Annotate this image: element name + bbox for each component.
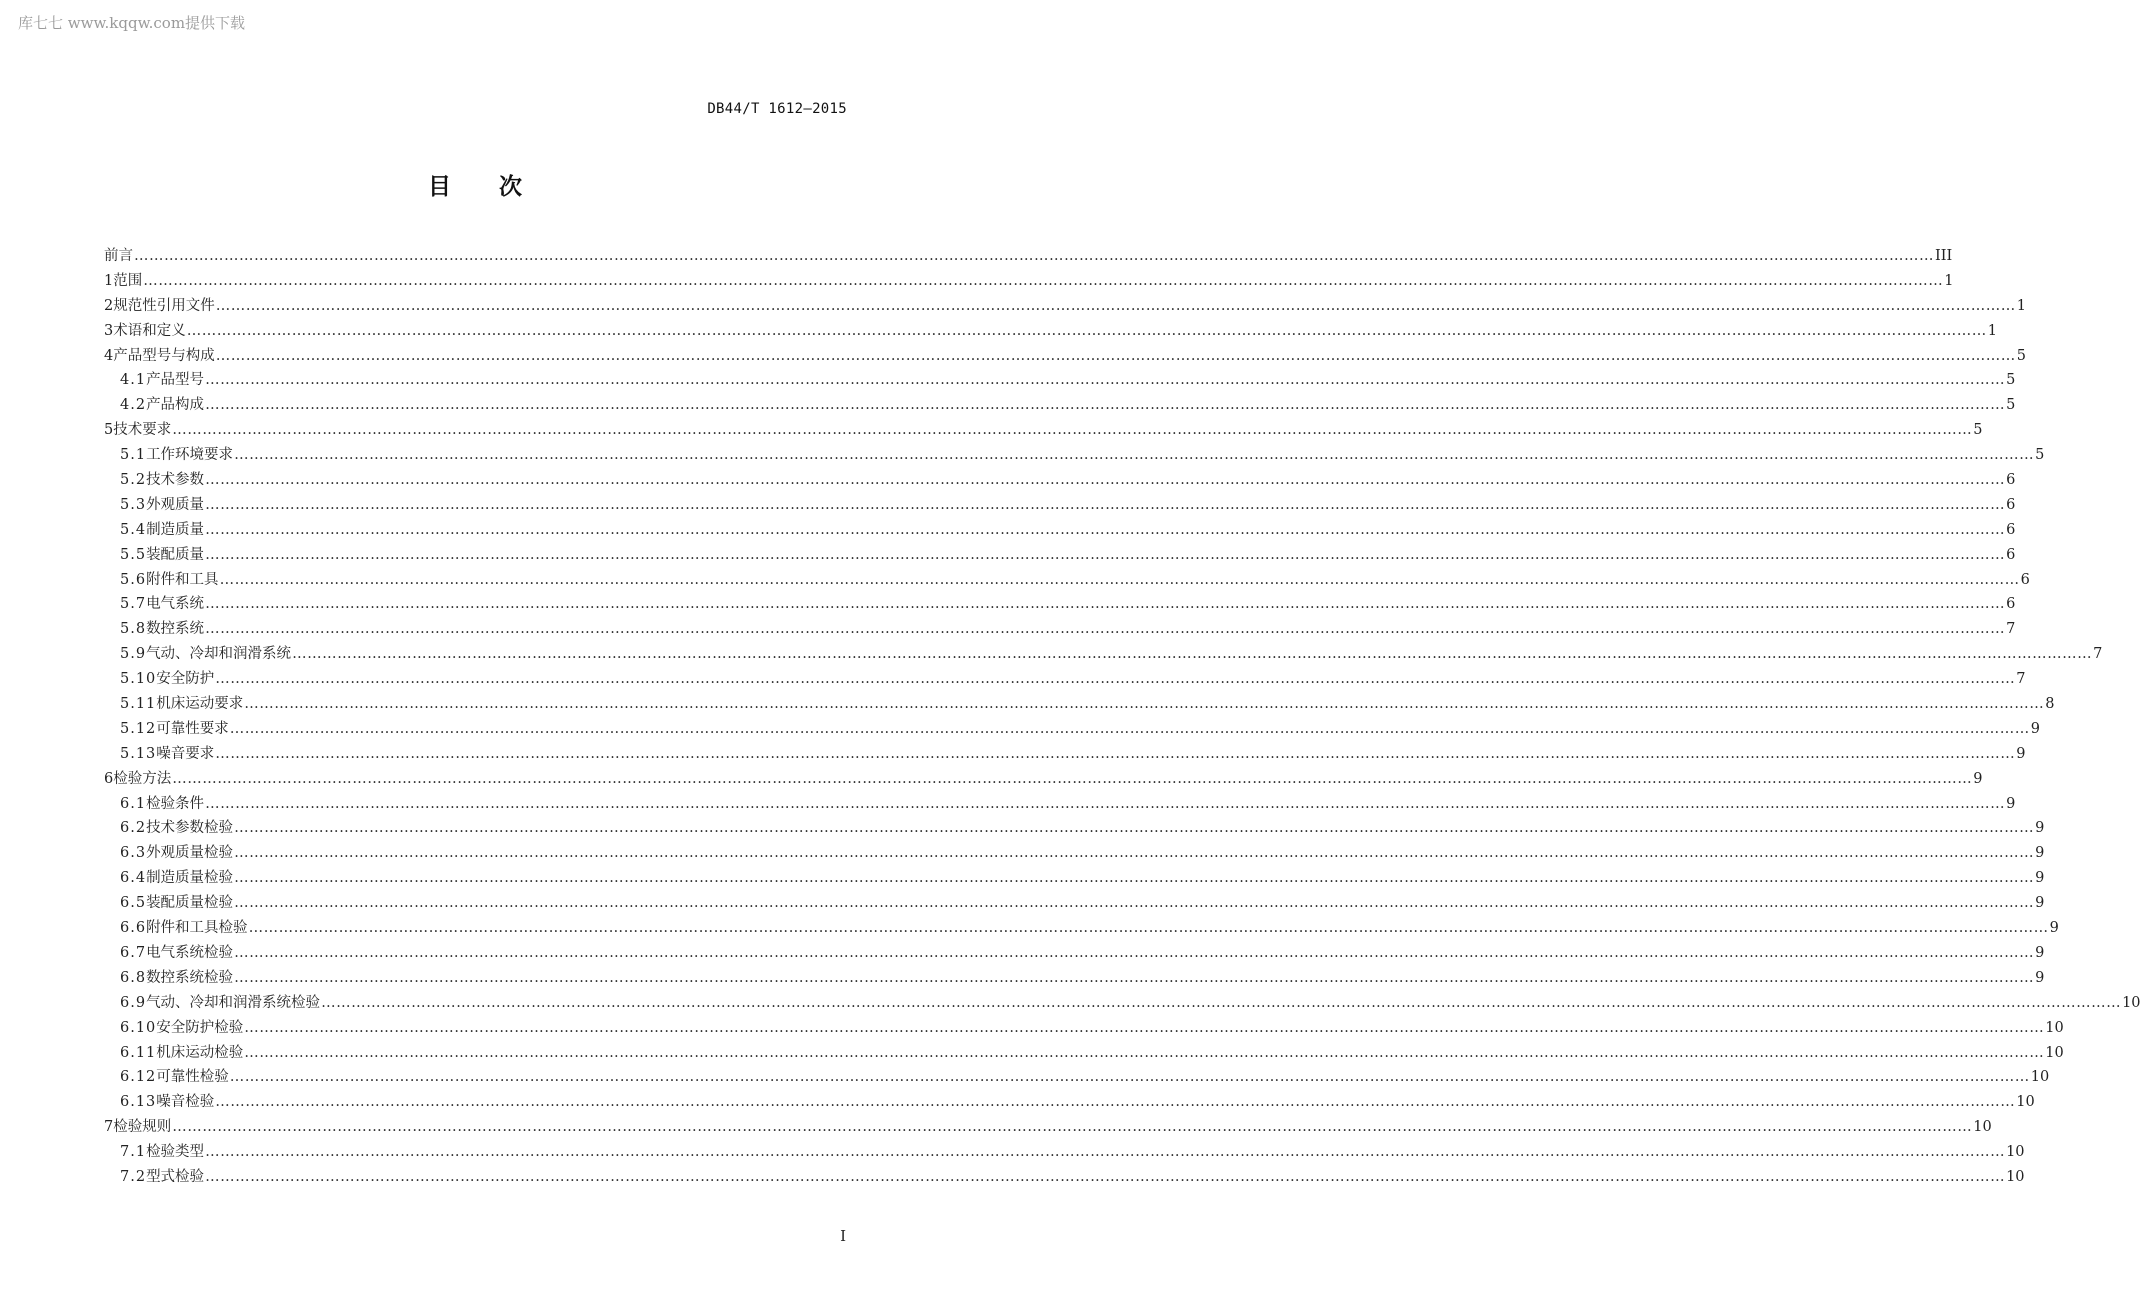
toc-entry-title: 安全防护: [156, 671, 215, 688]
toc-entry-title: 技术参数检验: [146, 820, 234, 837]
toc-leader-dots: ………………………………………………………………………………………………………………………………………………………………………………………………………………………………………………………………………………………………………………………………: [321, 994, 2122, 1011]
toc-entry-number: 1: [104, 272, 114, 289]
toc-leader-dots: ………………………………………………………………………………………………………………………………………………………………………………………………………………………………………………………………………………………………………………………………: [215, 671, 2016, 688]
toc-entry-number: 6.7: [120, 944, 147, 961]
toc-entry[interactable]: [104, 816, 2045, 841]
toc-entry-number: 5.10: [120, 671, 157, 688]
toc-leader-dots: ………………………………………………………………………………………………………………………………………………………………………………………………………………………………………………………………………………………………………………………………: [248, 920, 2049, 937]
toc-leader-dots: ………………………………………………………………………………………………………………………………………………………………………………………………………………………………………………………………………………………………………………………………: [234, 969, 2035, 986]
toc-entry[interactable]: [104, 617, 2016, 642]
toc-entry-page: 7: [2016, 671, 2026, 688]
toc-leader-dots: ………………………………………………………………………………………………………………………………………………………………………………………………………………………………………………………………………………………………………………………………: [244, 696, 2045, 713]
toc-leader-dots: ………………………………………………………………………………………………………………………………………………………………………………………………………………………………………………………………………………………………………………………………: [205, 621, 2006, 638]
toc-leader-dots: ………………………………………………………………………………………………………………………………………………………………………………………………………………………………………………………………………………………………………………………………: [234, 845, 2035, 862]
toc-entry-page: 10: [2006, 1144, 2025, 1161]
toc-entry-title: 附件和工具: [146, 571, 219, 588]
toc-entry-title: 电气系统检验: [146, 944, 234, 961]
toc-entry-title: 产品型号: [146, 372, 205, 389]
toc-entry-number: 5.3: [120, 496, 147, 513]
toc-leader-dots: ………………………………………………………………………………………………………………………………………………………………………………………………………………………………………………………………………………………………………………………………: [134, 248, 1934, 264]
toc-entry-page: 10: [2030, 1069, 2050, 1086]
page-number: I: [840, 1227, 846, 1245]
toc-entry[interactable]: [104, 368, 2016, 393]
page-title: 目次: [428, 174, 570, 200]
toc-leader-dots: ………………………………………………………………………………………………………………………………………………………………………………………………………………………………………………………………………………………………………………………………: [244, 1044, 2045, 1061]
toc-entry-title: 前言: [104, 248, 133, 264]
toc-entry-number: 6.2: [120, 820, 147, 837]
toc-entry-page: 10: [2045, 1044, 2064, 1061]
toc-leader-dots: ………………………………………………………………………………………………………………………………………………………………………………………………………………………………………………………………………………………………………………………………: [205, 596, 2006, 613]
toc-entry-number: 5.7: [120, 596, 147, 613]
toc-entry-number: 6.11: [120, 1044, 157, 1061]
toc-entry[interactable]: [104, 443, 2045, 468]
toc-entry-page: 9: [2035, 870, 2045, 887]
toc-entry-page: 9: [2035, 845, 2045, 862]
toc-entry-number: 6.10: [120, 1019, 157, 1036]
toc-entry-number: 5.2: [120, 472, 147, 489]
toc-entry-title: 安全防护检验: [156, 1019, 244, 1036]
toc-entry-title: 气动、冷却和润滑系统: [146, 646, 292, 663]
toc-entry-title: 产品型号与构成: [113, 347, 215, 364]
toc-entry-page: 5: [2016, 347, 2026, 364]
toc-entry[interactable]: [104, 991, 2141, 1016]
toc-entry-page: 9: [2049, 920, 2059, 937]
toc-entry-number: 3: [104, 322, 114, 339]
toc-entry[interactable]: [104, 792, 2016, 817]
toc-entry[interactable]: [104, 916, 2059, 941]
toc-entry-number: 2: [104, 297, 114, 314]
toc-leader-dots: ………………………………………………………………………………………………………………………………………………………………………………………………………………………………………………………………………………………………………………………………: [205, 372, 2006, 389]
toc-leader-dots: ………………………………………………………………………………………………………………………………………………………………………………………………………………………………………………………………………………………………………………………………: [215, 1094, 2016, 1111]
toc-entry-number: 6.13: [120, 1094, 157, 1111]
toc-entry-title: 装配质量: [146, 546, 205, 563]
toc-leader-dots: ………………………………………………………………………………………………………………………………………………………………………………………………………………………………………………………………………………………………………………………………: [229, 1069, 2030, 1086]
toc-leader-dots: ………………………………………………………………………………………………………………………………………………………………………………………………………………………………………………………………………………………………………………………………: [172, 1119, 1973, 1136]
toc-entry-title: 附件和工具检验: [146, 920, 248, 937]
toc-entry-page: 10: [1973, 1119, 1992, 1136]
toc-entry-page: 9: [2030, 720, 2041, 737]
toc-entry[interactable]: [104, 692, 2055, 717]
toc-entry-number: 6.8: [120, 969, 147, 986]
toc-entry[interactable]: [104, 269, 1954, 294]
toc-entry-number: 6.9: [120, 994, 147, 1011]
toc-entry[interactable]: [104, 1041, 2064, 1066]
toc-leader-dots: ………………………………………………………………………………………………………………………………………………………………………………………………………………………………………………………………………………………………………………………………: [205, 397, 2006, 414]
toc-entry-title: 可靠性检验: [156, 1069, 229, 1086]
toc-entry[interactable]: [104, 393, 2016, 418]
toc-entry[interactable]: [104, 418, 1983, 443]
toc-entry-number: 6.4: [120, 870, 147, 887]
toc-entry-number: 6.6: [120, 920, 147, 937]
toc-leader-dots: ………………………………………………………………………………………………………………………………………………………………………………………………………………………………………………………………………………………………………………………………: [186, 322, 1987, 339]
toc-entry-title: 制造质量检验: [146, 870, 234, 887]
toc-leader-dots: ………………………………………………………………………………………………………………………………………………………………………………………………………………………………………………………………………………………………………………………………: [205, 546, 2006, 563]
toc-leader-dots: ………………………………………………………………………………………………………………………………………………………………………………………………………………………………………………………………………………………………………………………………: [205, 472, 2006, 489]
toc-entry[interactable]: [104, 592, 2016, 617]
toc-entry-page: 6: [2006, 496, 2016, 513]
toc-leader-dots: ………………………………………………………………………………………………………………………………………………………………………………………………………………………………………………………………………………………………………………………………: [205, 1168, 2006, 1185]
toc-entry-title: 术语和定义: [113, 322, 186, 339]
toc-entry[interactable]: [104, 1140, 2025, 1165]
toc-entry-number: 5.12: [120, 720, 157, 737]
toc-entry-page: 9: [2035, 895, 2045, 912]
toc-entry-title: 数控系统: [146, 621, 205, 638]
toc-entry[interactable]: [104, 642, 2103, 667]
toc-entry-title: 外观质量检验: [146, 845, 234, 862]
toc-entry-page: 1: [1944, 272, 1954, 289]
toc-entry-page: 10: [2045, 1019, 2064, 1036]
toc-entry-number: 5.1: [120, 447, 147, 464]
toc-leader-dots: ………………………………………………………………………………………………………………………………………………………………………………………………………………………………………………………………………………………………………………………………: [234, 820, 2035, 837]
toc-entry[interactable]: [104, 1165, 2025, 1190]
toc-entry-title: 噪音检验: [156, 1094, 215, 1111]
toc-entry[interactable]: [104, 1090, 2035, 1115]
toc-entry-title: 噪音要求: [156, 745, 215, 762]
toc-leader-dots: ………………………………………………………………………………………………………………………………………………………………………………………………………………………………………………………………………………………………………………………………: [205, 521, 2006, 538]
toc-entry-title: 气动、冷却和润滑系统检验: [146, 994, 321, 1011]
toc-entry-number: 5.8: [120, 621, 147, 638]
toc-entry-number: 6: [104, 770, 114, 787]
toc-entry[interactable]: [104, 319, 1997, 344]
toc-leader-dots: ………………………………………………………………………………………………………………………………………………………………………………………………………………………………………………………………………………………………………………………………: [219, 571, 2020, 588]
toc-entry-page: 5: [2006, 397, 2016, 414]
toc-entry-title: 可靠性要求: [156, 720, 229, 737]
toc-entry-number: 7: [104, 1119, 114, 1136]
toc-entry-title: 技术参数: [146, 472, 205, 489]
toc-entry-title: 产品构成: [146, 397, 205, 414]
toc-entry-number: 5.6: [120, 571, 147, 588]
toc-entry-page: 9: [2016, 745, 2026, 762]
toc-leader-dots: ………………………………………………………………………………………………………………………………………………………………………………………………………………………………………………………………………………………………………………………………: [292, 646, 2093, 663]
toc-entry-number: 5.9: [120, 646, 147, 663]
toc-entry-number: 7.2: [120, 1168, 147, 1185]
toc-leader-dots: ………………………………………………………………………………………………………………………………………………………………………………………………………………………………………………………………………………………………………………………………: [205, 1144, 2006, 1161]
toc-leader-dots: ………………………………………………………………………………………………………………………………………………………………………………………………………………………………………………………………………………………………………………………………: [229, 720, 2030, 737]
toc-entry-number: 6.1: [120, 795, 147, 812]
toc-entry[interactable]: [104, 891, 2045, 916]
toc-entry[interactable]: [104, 1016, 2064, 1041]
toc-entry[interactable]: [104, 667, 2026, 692]
toc-leader-dots: ………………………………………………………………………………………………………………………………………………………………………………………………………………………………………………………………………………………………………………………………: [205, 496, 2006, 513]
toc-entry-title: 制造质量: [146, 521, 205, 538]
toc-entry-number: 5.5: [120, 546, 147, 563]
toc-entry-number: 5.11: [120, 696, 157, 713]
toc-entry-title: 机床运动要求: [156, 696, 244, 713]
toc-entry-number: 6.12: [120, 1069, 157, 1086]
toc-entry-page: 9: [2006, 795, 2016, 812]
toc-leader-dots: ………………………………………………………………………………………………………………………………………………………………………………………………………………………………………………………………………………………………………………………………: [215, 347, 2016, 364]
toc-leader-dots: ………………………………………………………………………………………………………………………………………………………………………………………………………………………………………………………………………………………………………………………………: [215, 745, 2016, 762]
toc-leader-dots: ………………………………………………………………………………………………………………………………………………………………………………………………………………………………………………………………………………………………………………………………: [234, 870, 2035, 887]
toc-entry-title: 检验类型: [146, 1144, 205, 1161]
toc-entry-number: 5: [104, 422, 114, 439]
toc-entry[interactable]: [104, 244, 1953, 269]
toc-entry-number: 6.3: [120, 845, 147, 862]
toc-entry-page: 10: [2006, 1168, 2025, 1185]
toc-leader-dots: ………………………………………………………………………………………………………………………………………………………………………………………………………………………………………………………………………………………………………………………………: [172, 422, 1973, 439]
toc-entry-page: 5: [2006, 372, 2016, 389]
toc-leader-dots: ………………………………………………………………………………………………………………………………………………………………………………………………………………………………………………………………………………………………………………………………: [215, 297, 2016, 314]
toc-entry-number: 5.13: [120, 745, 157, 762]
toc-entry-number: 4.2: [120, 397, 147, 414]
toc-entry-page: 5: [2035, 447, 2045, 464]
toc-entry-page: 7: [2093, 646, 2103, 663]
toc-entry-title: 外观质量: [146, 496, 205, 513]
standard-code: DB44/T 1612—2015: [707, 101, 847, 117]
toc-leader-dots: ………………………………………………………………………………………………………………………………………………………………………………………………………………………………………………………………………………………………………………………………: [244, 1019, 2045, 1036]
toc-entry[interactable]: [104, 742, 2026, 767]
toc-entry-title: 工作环境要求: [146, 447, 234, 464]
toc-entry-page: 10: [2122, 994, 2141, 1011]
toc-entry[interactable]: [104, 468, 2016, 493]
toc-entry-number: 6.5: [120, 895, 147, 912]
toc-entry[interactable]: [104, 941, 2045, 966]
toc-entry-number: 4.1: [120, 372, 147, 389]
toc-entry-page: 6: [2006, 472, 2016, 489]
toc-entry-title: 数控系统检验: [146, 969, 234, 986]
table-of-contents: [104, 244, 2141, 1190]
toc-entry-page: 6: [2006, 521, 2016, 538]
toc-entry-page: 1: [1987, 322, 1997, 339]
toc-entry[interactable]: [104, 1115, 1992, 1140]
toc-leader-dots: ………………………………………………………………………………………………………………………………………………………………………………………………………………………………………………………………………………………………………………………………: [172, 770, 1973, 787]
toc-entry-page: 9: [2035, 944, 2045, 961]
toc-entry-title: 机床运动检验: [156, 1044, 244, 1061]
toc-entry-title: 检验规则: [113, 1119, 172, 1136]
toc-entry-page: 9: [2035, 969, 2045, 986]
toc-entry[interactable]: [104, 841, 2045, 866]
toc-entry-page: 5: [1973, 422, 1983, 439]
toc-entry-page: III: [1935, 248, 1953, 264]
toc-entry[interactable]: [104, 344, 2026, 369]
toc-entry-page: 6: [2006, 596, 2016, 613]
toc-entry-title: 电气系统: [146, 596, 205, 613]
toc-entry-title: 技术要求: [113, 422, 172, 439]
toc-entry-title: 检验方法: [113, 770, 172, 787]
toc-entry-page: 9: [2035, 820, 2045, 837]
toc-entry-title: 范围: [113, 272, 143, 289]
toc-leader-dots: ………………………………………………………………………………………………………………………………………………………………………………………………………………………………………………………………………………………………………………………………: [234, 447, 2035, 464]
toc-entry[interactable]: [104, 767, 1983, 792]
toc-entry-number: 5.4: [120, 521, 147, 538]
toc-entry[interactable]: [104, 717, 2041, 742]
toc-entry-title: 检验条件: [146, 795, 205, 812]
toc-entry[interactable]: [104, 1065, 2050, 1090]
toc-entry-page: 9: [1973, 770, 1983, 787]
toc-entry[interactable]: [104, 493, 2016, 518]
toc-entry-number: 4: [104, 347, 114, 364]
toc-leader-dots: ………………………………………………………………………………………………………………………………………………………………………………………………………………………………………………………………………………………………………………………………: [205, 795, 2006, 812]
toc-entry[interactable]: [104, 294, 2026, 319]
toc-leader-dots: ………………………………………………………………………………………………………………………………………………………………………………………………………………………………………………………………………………………………………………………………: [234, 895, 2035, 912]
toc-entry-number: 7.1: [120, 1144, 147, 1161]
toc-entry-title: 型式检验: [146, 1168, 205, 1185]
watermark-text: 库七七 www.kqqw.com提供下载: [18, 14, 246, 32]
toc-entry-title: 装配质量检验: [146, 895, 234, 912]
toc-entry-page: 8: [2045, 696, 2055, 713]
toc-leader-dots: ………………………………………………………………………………………………………………………………………………………………………………………………………………………………………………………………………………………………………………………………: [143, 272, 1944, 289]
toc-entry[interactable]: [104, 866, 2045, 891]
toc-entry-page: 7: [2006, 621, 2016, 638]
toc-entry-page: 10: [2016, 1094, 2035, 1111]
toc-entry-page: 1: [2016, 297, 2026, 314]
toc-entry[interactable]: [104, 568, 2030, 593]
toc-entry-title: 规范性引用文件: [113, 297, 215, 314]
toc-entry-page: 6: [2020, 571, 2030, 588]
toc-entry-page: 6: [2006, 546, 2016, 563]
toc-entry[interactable]: [104, 543, 2016, 568]
toc-leader-dots: ………………………………………………………………………………………………………………………………………………………………………………………………………………………………………………………………………………………………………………………………: [234, 944, 2035, 961]
toc-entry[interactable]: [104, 966, 2045, 991]
toc-entry[interactable]: [104, 518, 2016, 543]
